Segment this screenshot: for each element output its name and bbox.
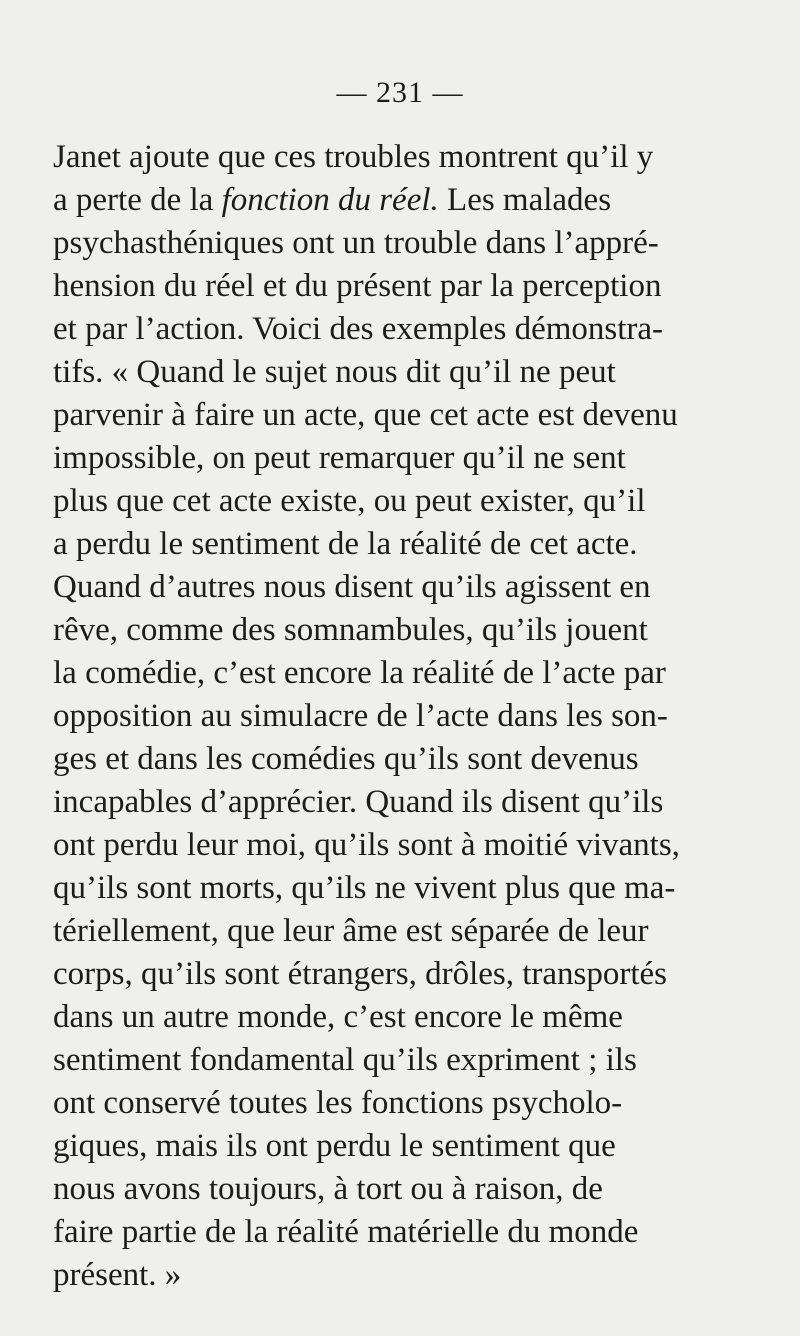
text-line: hension du réel et du présent par la perception <box>53 268 662 304</box>
text-line: présent. » <box>53 1257 182 1293</box>
text-line: la comédie, c’est encore la réalité de l’acte par <box>53 655 666 691</box>
text-line: incapables d’apprécier. Quand ils disent qu’ils <box>53 784 664 820</box>
text-line: nous avons toujours, à tort ou à raison, de <box>53 1171 603 1207</box>
text-line: impossible, on peut remarquer qu’il ne sent <box>53 440 626 476</box>
text-line: corps, qu’ils sont étrangers, drôles, transportés <box>53 956 668 992</box>
text-line: Quand d’autres nous disent qu’ils agissent en <box>53 569 651 605</box>
text-line: ges et dans les comédies qu’ils sont devenus <box>53 741 639 777</box>
text-line: a perte de la fonction du réel. Les malades <box>53 182 612 218</box>
text-line: qu’ils sont morts, qu’ils ne vivent plus que ma- <box>53 870 676 906</box>
text-line: psychasthéniques ont un trouble dans l’appré- <box>53 225 659 261</box>
text-line: faire partie de la réalité matérielle du monde <box>53 1214 639 1250</box>
text-line: opposition au simulacre de l’acte dans les son- <box>53 698 668 734</box>
text-line: rêve, comme des somnambules, qu’ils jouent <box>53 612 648 648</box>
text-line: giques, mais ils ont perdu le sentiment que <box>53 1128 616 1164</box>
body-text <box>53 136 753 1297</box>
text-line: parvenir à faire un acte, que cet acte est devenu <box>53 397 678 433</box>
text-line: Janet ajoute que ces troubles montrent qu’il y <box>53 139 654 175</box>
text-line: et par l’action. Voici des exemples démonstra- <box>53 311 664 347</box>
italic-phrase: fonction du réel. <box>221 182 439 218</box>
text-line: tifs. « Quand le sujet nous dit qu’il ne peut <box>53 354 616 390</box>
text-line: tériellement, que leur âme est séparée de leur <box>53 913 649 949</box>
text-line: plus que cet acte existe, ou peut exister, qu’il <box>53 483 646 519</box>
text-line: sentiment fondamental qu’ils expriment ; ils <box>53 1042 637 1078</box>
text-line: ont conservé toutes les fonctions psycholo- <box>53 1085 623 1121</box>
text-line: dans un autre monde, c’est encore le même <box>53 999 623 1035</box>
text-line: ont perdu leur moi, qu’ils sont à moitié vivants, <box>53 827 680 863</box>
page-number: — 231 — <box>336 76 464 109</box>
text-line: a perdu le sentiment de la réalité de cet acte. <box>53 526 638 562</box>
